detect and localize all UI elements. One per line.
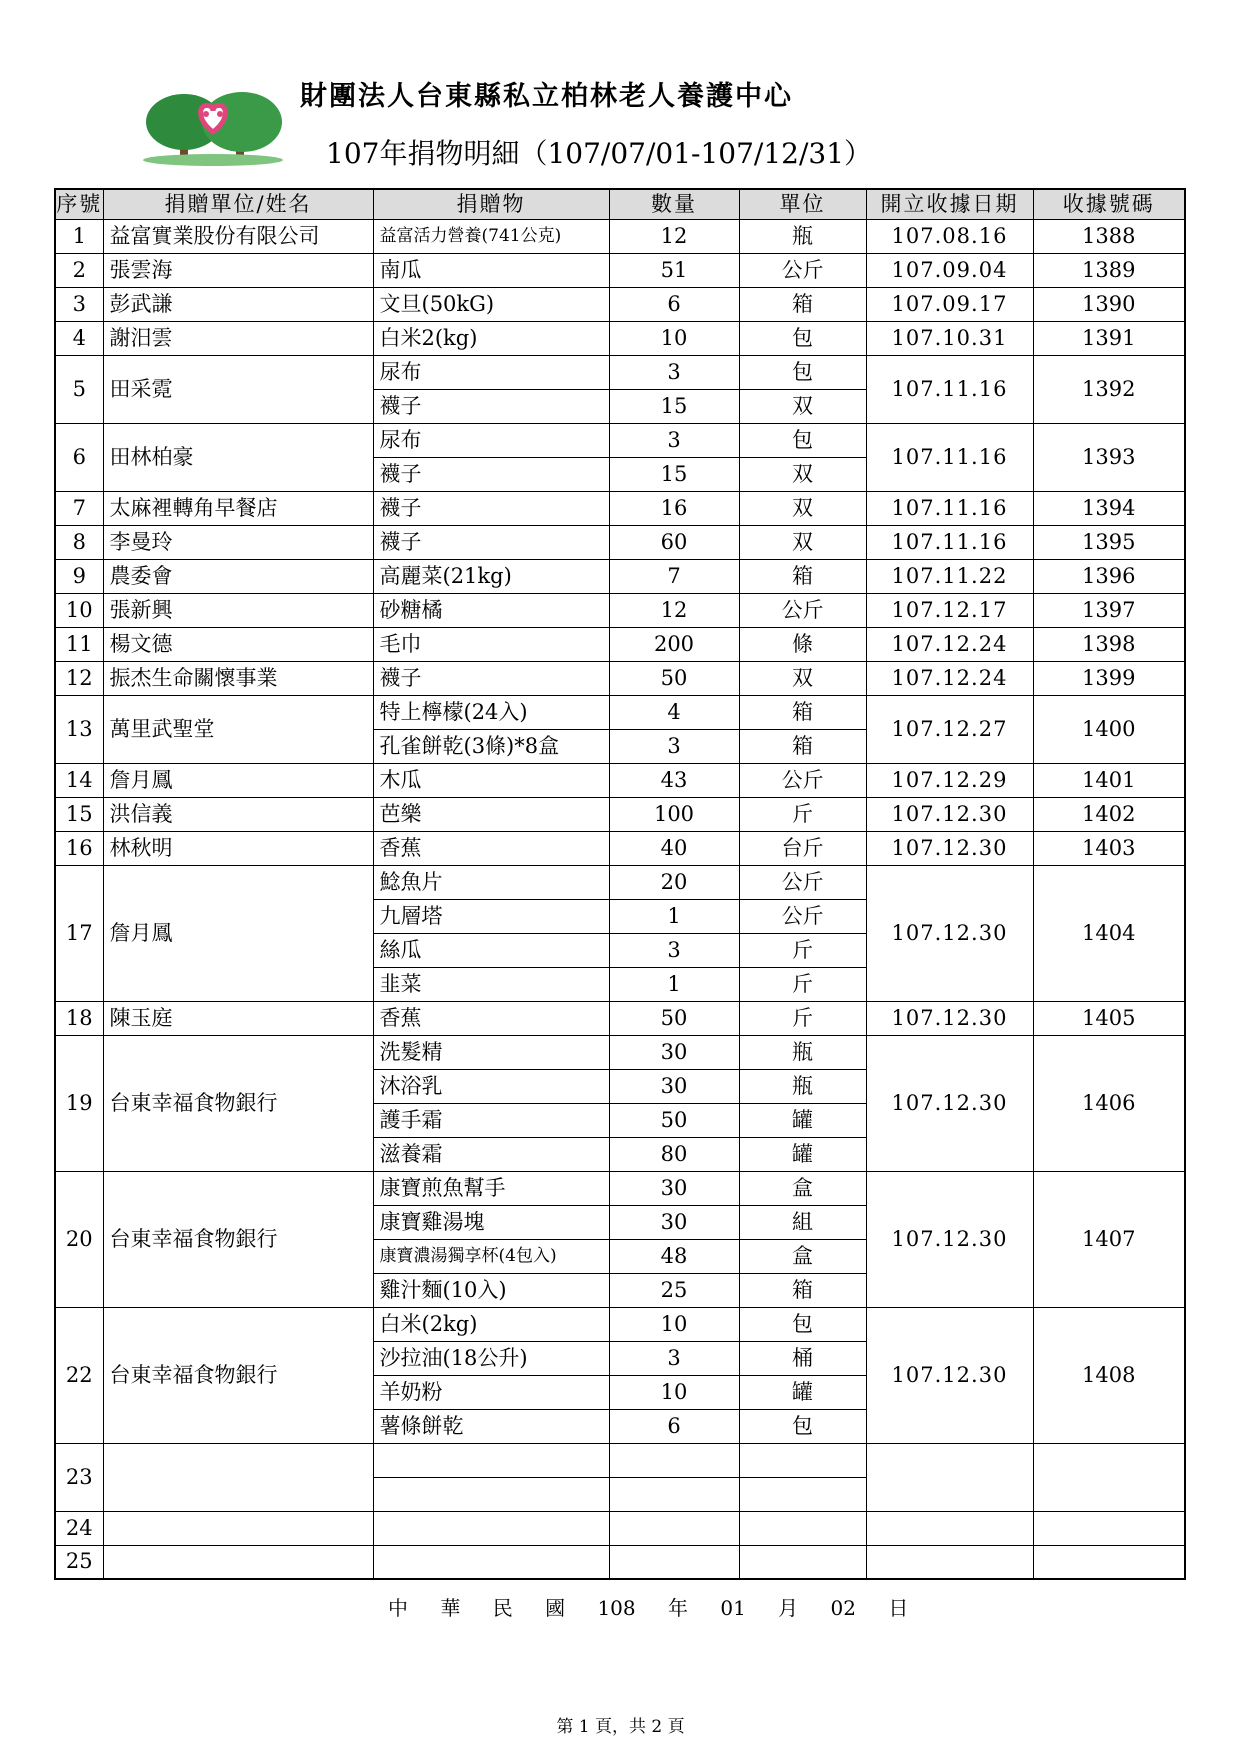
cell-item: 白米2(kg) [373,321,609,355]
cell-item: 襪子 [373,491,609,525]
cell-receipt: 1392 [1033,355,1185,423]
table-row [55,1545,1185,1579]
cell-donor: 益富實業股份有限公司 [103,219,373,253]
cell-receipt: 1402 [1033,797,1185,831]
cell-unit [739,1477,866,1511]
cell-no: 25 [55,1545,103,1579]
cell-item: 康寶煎魚幫手 [373,1171,609,1205]
cell-receipt: 1390 [1033,287,1185,321]
cell-item: 康寶濃湯獨享杯(4包入) [373,1239,609,1273]
cell-item: 韭菜 [373,967,609,1001]
cell-item: 羊奶粉 [373,1375,609,1409]
col-header-item: 捐贈物 [373,189,609,219]
cell-unit: 盒 [739,1239,866,1273]
cell-item: 香蕉 [373,831,609,865]
date-part: 民 [492,1596,513,1620]
cell-date: 107.12.24 [866,661,1033,695]
cell-donor: 台東幸福食物銀行 [103,1171,373,1307]
cell-donor [103,1545,373,1579]
cell-item: 康寶雞湯塊 [373,1205,609,1239]
cell-unit: 箱 [739,559,866,593]
cell-no: 19 [55,1035,103,1171]
date-part: 中 [388,1596,408,1620]
cell-receipt: 1399 [1033,661,1185,695]
cell-receipt [1033,1511,1185,1545]
cell-item: 襪子 [373,389,609,423]
cell-date: 107.11.16 [866,355,1033,423]
cell-qty: 3 [609,423,739,457]
cell-unit: 條 [739,627,866,661]
cell-no: 24 [55,1511,103,1545]
table-row [55,695,1185,729]
cell-qty: 16 [609,491,739,525]
cell-donor: 詹月鳳 [103,763,373,797]
cell-unit: 瓶 [739,1035,866,1069]
cell-receipt: 1404 [1033,865,1185,1001]
cell-donor: 台東幸福食物銀行 [103,1307,373,1443]
cell-date: 107.12.30 [866,1035,1033,1171]
cell-qty: 6 [609,287,739,321]
table-row [55,1001,1185,1035]
cell-donor: 振杰生命關懷事業 [103,661,373,695]
col-header-no: 序號 [55,189,103,219]
cell-donor: 謝汨雲 [103,321,373,355]
cell-date: 107.12.30 [866,1171,1033,1307]
org-title: 財團法人台東縣私立柏林老人養護中心 [300,81,793,112]
cell-no: 3 [55,287,103,321]
date-part: 01 [720,1596,746,1620]
issue-date [388,1592,934,1621]
cell-receipt: 1406 [1033,1035,1185,1171]
cell-donor: 張雲海 [103,253,373,287]
cell-receipt: 1397 [1033,593,1185,627]
cell-date [866,1545,1033,1579]
cell-receipt [1033,1443,1185,1511]
cell-date: 107.12.24 [866,627,1033,661]
cell-qty: 80 [609,1137,739,1171]
date-part: 華 [440,1596,461,1620]
cell-no: 10 [55,593,103,627]
col-header-qty: 數量 [609,189,739,219]
table-row [55,253,1185,287]
date-part: 日 [888,1596,909,1620]
cell-qty: 3 [609,355,739,389]
cell-qty: 10 [609,1375,739,1409]
cell-donor: 詹月鳳 [103,865,373,1001]
cell-unit: 公斤 [739,763,866,797]
cell-receipt: 1388 [1033,219,1185,253]
cell-qty: 20 [609,865,739,899]
cell-receipt: 1396 [1033,559,1185,593]
cell-item: 香蕉 [373,1001,609,1035]
cell-qty: 40 [609,831,739,865]
cell-item: 白米(2kg) [373,1307,609,1341]
cell-qty: 25 [609,1273,739,1307]
cell-donor: 洪信義 [103,797,373,831]
cell-item: 雞汁麵(10入) [373,1273,609,1307]
cell-qty: 15 [609,389,739,423]
cell-date: 107.12.30 [866,865,1033,1001]
cell-date: 107.09.17 [866,287,1033,321]
cell-item: 沙拉油(18公升) [373,1341,609,1375]
cell-unit [739,1511,866,1545]
table-row [55,287,1185,321]
cell-unit: 双 [739,525,866,559]
cell-qty: 10 [609,321,739,355]
table-row [55,1443,1185,1477]
cell-receipt: 1400 [1033,695,1185,763]
report-subtitle: 107年捐物明細（107/07/01-107/12/31） [326,137,873,170]
cell-date: 107.09.04 [866,253,1033,287]
cell-unit: 罐 [739,1137,866,1171]
cell-item: 孔雀餅乾(3條)*8盒 [373,729,609,763]
cell-date: 107.12.30 [866,1307,1033,1443]
cell-item: 沐浴乳 [373,1069,609,1103]
cell-donor: 彭武謙 [103,287,373,321]
cell-item: 洗髮精 [373,1035,609,1069]
cell-qty: 3 [609,729,739,763]
cell-no: 5 [55,355,103,423]
cell-unit: 台斤 [739,831,866,865]
cell-item: 薯條餅乾 [373,1409,609,1443]
cell-receipt: 1393 [1033,423,1185,491]
cell-item: 鯰魚片 [373,865,609,899]
table-row [55,661,1185,695]
cell-qty: 15 [609,457,739,491]
cell-unit: 罐 [739,1375,866,1409]
cell-donor: 楊文德 [103,627,373,661]
cell-item: 尿布 [373,355,609,389]
cell-qty: 30 [609,1035,739,1069]
table-row [55,1511,1185,1545]
cell-no: 23 [55,1443,103,1511]
cell-unit: 公斤 [739,593,866,627]
cell-item [373,1511,609,1545]
cell-receipt: 1405 [1033,1001,1185,1035]
cell-qty: 10 [609,1307,739,1341]
date-part: 108 [597,1596,636,1620]
cell-unit: 双 [739,491,866,525]
cell-qty [609,1443,739,1477]
table-row [55,525,1185,559]
cell-qty: 4 [609,695,739,729]
cell-item [373,1443,609,1477]
cell-unit: 斤 [739,967,866,1001]
cell-unit: 箱 [739,729,866,763]
cell-donor: 台東幸福食物銀行 [103,1035,373,1171]
date-part: 國 [545,1596,566,1620]
cell-no: 18 [55,1001,103,1035]
cell-date: 107.11.16 [866,423,1033,491]
cell-item: 毛巾 [373,627,609,661]
table-row [55,627,1185,661]
cell-qty: 51 [609,253,739,287]
grass [143,154,283,166]
cell-receipt: 1403 [1033,831,1185,865]
cell-item: 益富活力營養(741公克) [373,219,609,253]
table-row [55,831,1185,865]
cell-date: 107.11.16 [866,491,1033,525]
cell-unit: 箱 [739,1273,866,1307]
cell-receipt: 1391 [1033,321,1185,355]
table-row [55,423,1185,457]
cell-date: 107.08.16 [866,219,1033,253]
cell-receipt: 1401 [1033,763,1185,797]
table-row [55,865,1185,899]
cell-donor: 張新興 [103,593,373,627]
table-row [55,219,1185,253]
table-body [55,219,1185,1579]
cell-no: 22 [55,1307,103,1443]
date-part: 02 [830,1596,856,1620]
cell-item: 高麗菜(21kg) [373,559,609,593]
cell-unit: 箱 [739,695,866,729]
table-row [55,1035,1185,1069]
table-header-row [55,189,1185,219]
cell-item: 特上檸檬(24入) [373,695,609,729]
col-header-unit: 單位 [739,189,866,219]
cell-unit: 瓶 [739,219,866,253]
cell-qty: 3 [609,933,739,967]
cell-qty [609,1477,739,1511]
cell-donor: 田林柏豪 [103,423,373,491]
cell-no: 12 [55,661,103,695]
cell-qty: 1 [609,967,739,1001]
figure-head-right [217,111,223,117]
cell-item: 護手霜 [373,1103,609,1137]
cell-item: 芭樂 [373,797,609,831]
cell-qty: 60 [609,525,739,559]
cell-qty: 50 [609,1103,739,1137]
cell-qty: 48 [609,1239,739,1273]
cell-no: 11 [55,627,103,661]
cell-unit: 双 [739,661,866,695]
cell-unit: 公斤 [739,899,866,933]
table-row [55,491,1185,525]
cell-date: 107.11.22 [866,559,1033,593]
cell-item [373,1545,609,1579]
cell-item: 絲瓜 [373,933,609,967]
cell-unit: 瓶 [739,1069,866,1103]
col-header-date: 開立收據日期 [866,189,1033,219]
cell-qty: 12 [609,219,739,253]
cell-item: 襪子 [373,661,609,695]
cell-qty: 7 [609,559,739,593]
cell-qty: 30 [609,1205,739,1239]
cell-qty: 3 [609,1341,739,1375]
cell-unit: 盒 [739,1171,866,1205]
cell-unit: 斤 [739,1001,866,1035]
cell-unit: 組 [739,1205,866,1239]
cell-donor [103,1443,373,1511]
date-part: 年 [667,1596,688,1620]
cell-donor: 陳玉庭 [103,1001,373,1035]
cell-unit: 双 [739,389,866,423]
cell-no: 9 [55,559,103,593]
cell-receipt: 1408 [1033,1307,1185,1443]
cell-unit: 公斤 [739,865,866,899]
cell-donor: 農委會 [103,559,373,593]
org-logo [140,88,286,168]
col-header-receipt: 收據號碼 [1033,189,1185,219]
cell-no: 16 [55,831,103,865]
cell-receipt: 1394 [1033,491,1185,525]
cell-no: 20 [55,1171,103,1307]
col-header-donor: 捐贈單位/姓名 [103,189,373,219]
cell-qty: 200 [609,627,739,661]
cell-unit: 包 [739,1307,866,1341]
cell-date: 107.12.27 [866,695,1033,763]
cell-item: 九層塔 [373,899,609,933]
cell-no: 8 [55,525,103,559]
cell-no: 7 [55,491,103,525]
table-row [55,1307,1185,1341]
cell-receipt: 1407 [1033,1171,1185,1307]
cell-unit: 桶 [739,1341,866,1375]
cell-donor: 萬里武聖堂 [103,695,373,763]
page-counter: 第 1 頁，共 2 頁 [556,1717,685,1737]
figure-head-left [203,111,209,117]
cell-no: 17 [55,865,103,1001]
cell-qty: 30 [609,1069,739,1103]
donation-table [54,188,1186,1580]
cell-receipt: 1398 [1033,627,1185,661]
cell-unit: 包 [739,423,866,457]
cell-date: 107.12.29 [866,763,1033,797]
table-row [55,593,1185,627]
cell-no: 6 [55,423,103,491]
cell-item: 砂糖橘 [373,593,609,627]
cell-no: 15 [55,797,103,831]
cell-receipt: 1395 [1033,525,1185,559]
cell-donor: 太麻裡轉角早餐店 [103,491,373,525]
cell-date: 107.10.31 [866,321,1033,355]
cell-item: 襪子 [373,525,609,559]
cell-qty: 100 [609,797,739,831]
table-row [55,763,1185,797]
cell-receipt: 1389 [1033,253,1185,287]
cell-date: 107.12.30 [866,1001,1033,1035]
cell-item: 木瓜 [373,763,609,797]
cell-no: 4 [55,321,103,355]
table-row [55,1171,1185,1205]
cell-date: 107.12.17 [866,593,1033,627]
cell-unit [739,1545,866,1579]
cell-date: 107.11.16 [866,525,1033,559]
cell-no: 2 [55,253,103,287]
cell-qty: 30 [609,1171,739,1205]
cell-no: 14 [55,763,103,797]
cell-unit: 包 [739,355,866,389]
cell-qty [609,1511,739,1545]
cell-date: 107.12.30 [866,831,1033,865]
table-row [55,355,1185,389]
cell-date [866,1443,1033,1511]
cell-qty: 50 [609,661,739,695]
cell-donor [103,1511,373,1545]
cell-unit: 公斤 [739,253,866,287]
cell-unit: 包 [739,321,866,355]
cell-unit: 罐 [739,1103,866,1137]
cell-qty: 43 [609,763,739,797]
cell-date [866,1511,1033,1545]
table-row [55,797,1185,831]
cell-date: 107.12.30 [866,797,1033,831]
cell-no: 1 [55,219,103,253]
cell-unit: 双 [739,457,866,491]
date-part: 月 [778,1596,799,1620]
cell-donor: 李曼玲 [103,525,373,559]
cell-qty [609,1545,739,1579]
cell-item: 南瓜 [373,253,609,287]
cell-qty: 1 [609,899,739,933]
cell-donor: 田采霓 [103,355,373,423]
cell-item: 滋養霜 [373,1137,609,1171]
cell-unit: 斤 [739,797,866,831]
cell-qty: 12 [609,593,739,627]
cell-no: 13 [55,695,103,763]
cell-item: 尿布 [373,423,609,457]
table-row [55,321,1185,355]
cell-qty: 50 [609,1001,739,1035]
cell-unit: 箱 [739,287,866,321]
cell-unit [739,1443,866,1477]
cell-unit: 包 [739,1409,866,1443]
cell-item [373,1477,609,1511]
table-row [55,559,1185,593]
cell-donor: 林秋明 [103,831,373,865]
cell-item: 文旦(50kG) [373,287,609,321]
cell-item: 襪子 [373,457,609,491]
cell-qty: 6 [609,1409,739,1443]
cell-unit: 斤 [739,933,866,967]
cell-receipt [1033,1545,1185,1579]
